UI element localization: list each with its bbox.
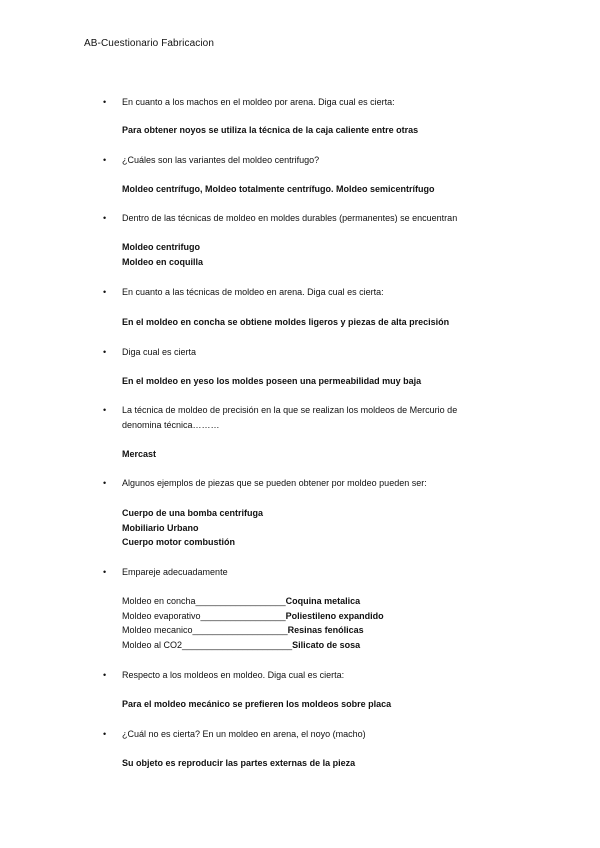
answer-8-matching <box>122 594 384 652</box>
answer-1 <box>122 123 418 138</box>
question-text: Dentro de las técnicas de moldeo en moldes durables (permanentes) se encuentran <box>122 213 458 223</box>
question-8 <box>103 565 228 580</box>
answer-line: Cuerpo motor combustión <box>122 537 235 547</box>
answer-line: En el moldeo en yeso los moldes poseen una permeabilidad muy baja <box>122 376 422 386</box>
answer-9 <box>122 697 391 712</box>
question-2 <box>103 153 320 168</box>
match-lhs: Moldeo en concha__________________ <box>122 596 286 606</box>
match-rhs: Poliestileno expandido <box>285 610 384 621</box>
question-text: Respecto a los moldeos en moldeo. Diga cual es cierta: <box>122 670 345 680</box>
match-rhs: Coquina metalica <box>285 596 361 606</box>
question-text: En cuanto a los machos en el moldeo por arena. Diga cual es cierta: <box>122 97 395 107</box>
question-6 <box>103 403 458 433</box>
answer-2 <box>122 182 435 197</box>
bullet-icon: • <box>103 729 107 739</box>
bullet-icon: • <box>103 478 107 488</box>
answer-3 <box>122 240 203 269</box>
answer-line: Moldeo en coquilla <box>122 256 204 267</box>
match-rhs: Silicato de sosa <box>292 639 361 650</box>
question-1 <box>103 95 395 110</box>
bullet-icon: • <box>103 670 107 680</box>
answer-line: Mobiliario Urbano <box>122 522 199 533</box>
bullet-icon: • <box>103 97 107 107</box>
question-text-line-1: La técnica de moldeo de precisión en la que se realizan los moldeos de Mercurio de <box>122 405 458 415</box>
answer-line: Mercast <box>122 449 157 459</box>
bullet-icon: • <box>103 213 107 223</box>
question-text: ¿Cuál no es cierta? En un moldeo en arena, el noyo (macho) <box>122 729 366 739</box>
question-text: Diga cual es cierta <box>122 347 197 357</box>
answer-5 <box>122 374 421 389</box>
match-lhs: Moldeo evaporativo_________________ <box>122 610 286 621</box>
match-lhs: Moldeo mecanico___________________ <box>122 625 288 635</box>
bullet-icon: • <box>103 287 107 297</box>
bullet-icon: • <box>103 567 107 577</box>
match-rhs: Resinas fenólicas <box>287 625 364 635</box>
answer-10 <box>122 756 355 771</box>
question-4 <box>103 285 384 300</box>
answer-7 <box>122 506 263 550</box>
match-row <box>122 594 384 609</box>
match-row <box>122 623 384 638</box>
answer-line: En el moldeo en concha se obtiene moldes ligeros y piezas de alta precisión <box>122 317 450 327</box>
answer-line: Para el moldeo mecánico se prefieren los moldeos sobre placa <box>122 699 392 709</box>
match-row <box>122 638 384 653</box>
bullet-icon: • <box>103 347 107 357</box>
answer-line: Su objeto es reproducir las partes externas de la pieza <box>122 758 356 768</box>
question-text-line-2: denomina técnica……… <box>122 420 220 430</box>
match-row <box>122 609 384 624</box>
match-lhs: Moldeo al CO2______________________ <box>122 639 293 650</box>
bullet-icon: • <box>103 405 107 415</box>
answer-6 <box>122 447 156 462</box>
page-header: AB-Cuestionario Fabricacion <box>84 38 214 49</box>
bullet-icon: • <box>103 155 107 165</box>
question-text: En cuanto a las técnicas de moldeo en arena. Diga cual es cierta: <box>122 287 384 297</box>
question-text: Algunos ejemplos de piezas que se pueden obtener por moldeo pueden ser: <box>122 478 427 488</box>
question-7 <box>103 476 427 491</box>
answer-line: Para obtener noyos se utiliza la técnica de la caja caliente entre otras <box>122 125 419 135</box>
question-text: ¿Cuáles son las variantes del moldeo centrifugo? <box>122 155 320 165</box>
answer-line: Moldeo centrífugo, Moldeo totalmente centrífugo. Moldeo semicentrífugo <box>122 184 435 194</box>
question-3 <box>103 211 458 226</box>
answer-line: Cuerpo de una bomba centrifuga <box>122 508 264 518</box>
answer-line: Moldeo centrifugo <box>122 242 200 252</box>
question-9 <box>103 668 345 683</box>
question-5 <box>103 345 197 360</box>
question-text: Empareje adecuadamente <box>122 567 228 577</box>
answer-4 <box>122 315 449 330</box>
question-10 <box>103 727 366 742</box>
